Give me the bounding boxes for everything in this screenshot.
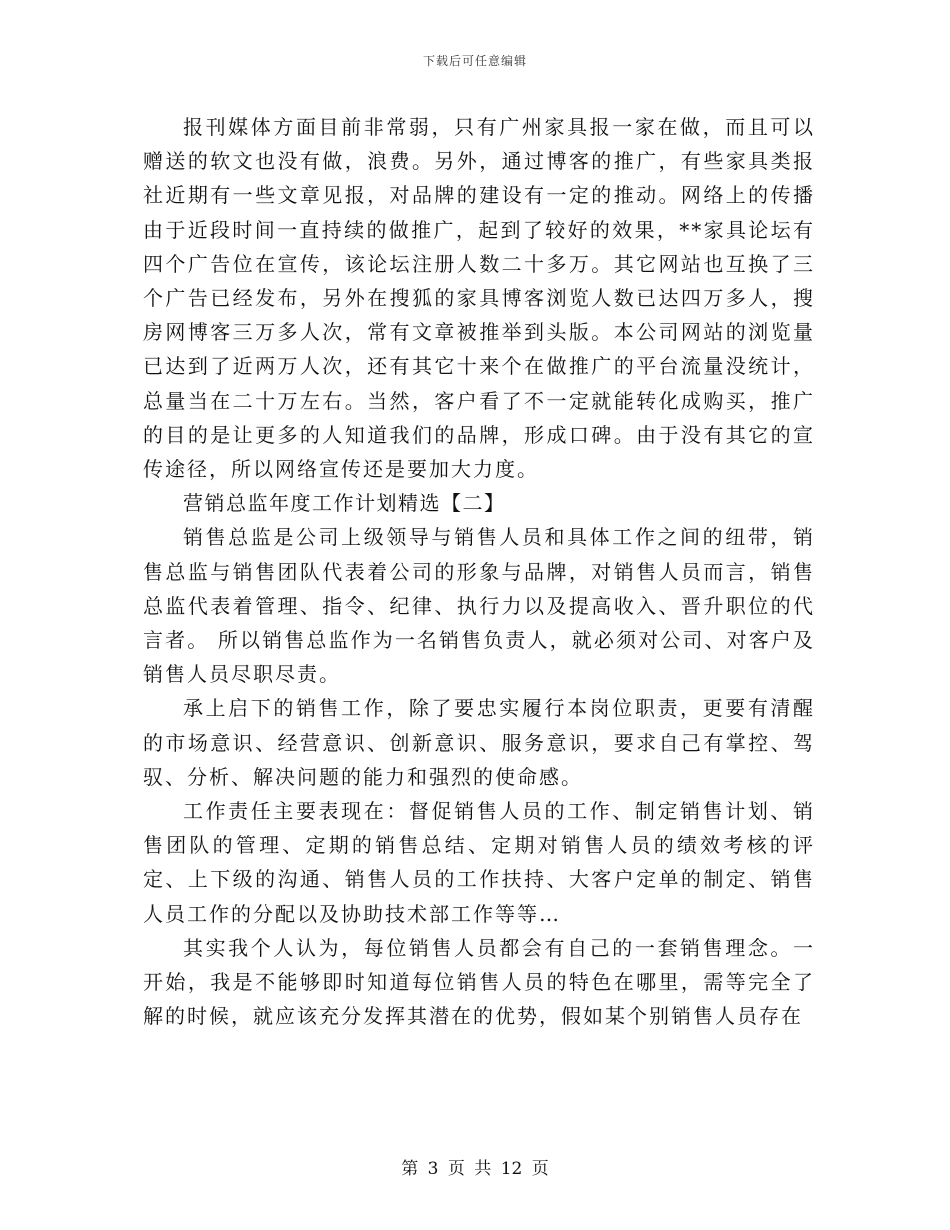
paragraph-duties: 承上启下的销售工作，除了要忠实履行本岗位职责，更要有清醒的市场意识、经营意识、创新意识、服务意识，要求自己有掌控、驾驭、分析、解决问题的能力和强烈的使命感。 <box>143 696 815 789</box>
paragraph-responsibilities: 工作责任主要表现在：督促销售人员的工作、制定销售计划、销售团队的管理、定期的销售总结、定期对销售人员的绩效考核的评定、上下级的沟通、销售人员的工作扶持、大客户定单的制定、销售人员工作的分配以及协助技术部工作等等… <box>143 799 815 926</box>
section-heading: 营销总监年度工作计划精选【二】 <box>183 491 506 516</box>
document-body <box>143 110 815 1033</box>
page-header-note: 下载后可任意编辑 <box>422 54 527 68</box>
paragraph-media: 报刊媒体方面目前非常弱，只有广州家具报一家在做，而且可以赠送的软文也没有做，浪费。另外，通过博客的推广，有些家具类报社近期有一些文章见报，对品牌的建设有一定的推动。网络上的传播由于近段时间一直持续的做推广，起到了较好的效果，**家具论坛有四个广告位在宣传，该论坛注册人数二十多万。其它网站也互换了三个广告已经发布，另外在搜狐的家具博客浏览人数已达四万多人，搜房网博客三万多人次，常有文章被推举到头版。本公司网站的浏览量已达到了近两万人次，还有其它十来个在做推广的平台流量没统计，总量当在二十万左右。当然，客户看了不一定就能转化成购买，推广的目的是让更多的人知道我们的品牌，形成口碑。由于没有其它的宣传途径，所以网络宣传还是要加大力度。 <box>143 115 815 482</box>
paragraph-role: 销售总监是公司上级领导与销售人员和具体工作之间的纽带，销售总监与销售团队代表着公司的形象与品牌，对销售人员而言，销售总监代表着管理、指令、纪律、执行力以及提高收入、晋升职位的代言者。 所以销售总监作为一名销售负责人，就必须对公司、对客户及销售人员尽职尽责。 <box>143 525 815 687</box>
paragraph-opinion: 其实我个人认为，每位销售人员都会有自己的一套销售理念。一开始，我是不能够即时知道每位销售人员的特色在哪里，需等完全了解的时候，就应该充分发挥其潜在的优势，假如某个别销售人员存在 <box>143 935 815 1029</box>
page-number: 第 3 页 共 12 页 <box>401 1159 549 1179</box>
